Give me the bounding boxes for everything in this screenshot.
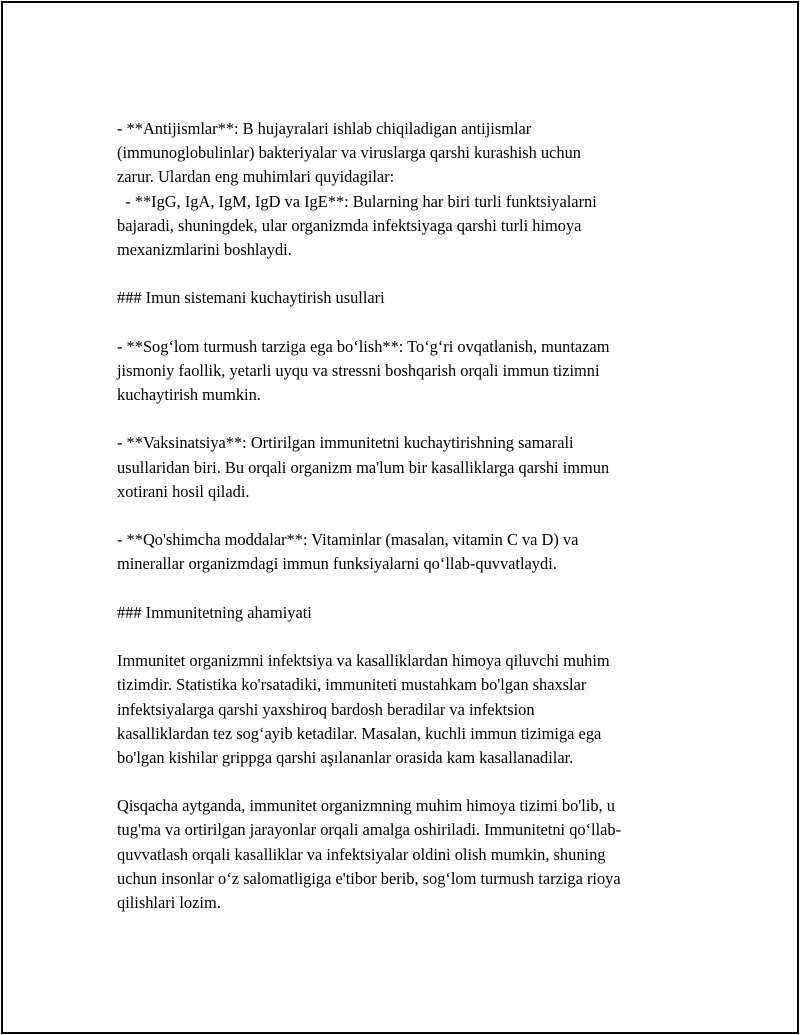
text-line: usullaridan biri. Bu orqali organizm ma'lum bir kasalliklarga qarshi immun: [117, 457, 610, 477]
text-line: Qisqacha aytganda, immunitet organizmning muhim himoya tizimi bo'lib, u: [117, 796, 615, 816]
paragraph-spacer: [117, 770, 707, 794]
text-line: tug'ma va ortirilgan jarayonlar orqali amalga oshiriladi. Immunitetni qo‘llab-: [117, 820, 622, 840]
paragraph-spacer: [117, 407, 707, 431]
text-line: tizimdir. Statistika ko'rsatadiki, immuniteti mustahkam bo'lgan shaxslar: [117, 675, 587, 695]
text-line: (immunoglobulinlar) bakteriyalar va viruslarga qarshi kurashish uchun: [117, 143, 581, 163]
heading-usullar: [117, 286, 707, 310]
text-line: infektsiyalarga qarshi yaxshiroq bardosh beradilar va infektsion: [117, 699, 535, 719]
document-body: [117, 117, 707, 915]
text-line: kasalliklardan tez sog‘ayib ketadilar. Masalan, kuchli immun tizimiga ega: [117, 723, 602, 743]
text-line: - **Vaksinatsiya**: Ortirilgan immunitetni kuchaytirishning samarali: [117, 433, 574, 453]
text-line: qilishlari lozim.: [117, 893, 221, 912]
text-line: quvvatlash orqali kasalliklar va infektsiyalar oldini olish mumkin, shuning: [117, 844, 606, 864]
text-line: xotirani hosil qiladi.: [117, 481, 250, 501]
text-line: kuchaytirish mumkin.: [117, 385, 261, 405]
paragraph-spacer: [117, 625, 707, 649]
text-line: minerallar organizmdagi immun funksiyalarni qo‘llab-quvvatlaydi.: [117, 554, 557, 574]
paragraph-spacer: [117, 577, 707, 601]
text-line: mexanizmlarini boshlaydi.: [117, 239, 292, 259]
section-heading: ### Immunitetning ahamiyati: [117, 602, 312, 622]
text-line: Immunitet organizmni infektsiya va kasalliklardan himoya qiluvchi muhim: [117, 651, 610, 671]
text-line: uchun insonlar o‘z salomatligiga e'tibor berib, sog‘lom turmush tarziga rioya: [117, 868, 621, 888]
heading-ahamiyati: [117, 601, 707, 625]
paragraph-spacer: [117, 504, 707, 528]
text-line: zarur. Ulardan eng muhimlari quyidagilar:: [117, 167, 395, 187]
paragraph-qisqacha: [117, 794, 707, 915]
paragraph-soglom-turmush: [117, 335, 707, 408]
text-line: bo'lgan kishilar grippga qarshi aşılananlar orasida kam kasallanadilar.: [117, 747, 574, 767]
paragraph-antijismlar: [117, 117, 707, 262]
paragraph-vaksinatsiya: [117, 431, 707, 504]
text-line: - **Sog‘lom turmush tarziga ega bo‘lish**: To‘g‘ri ovqatlanish, muntazam: [117, 336, 610, 356]
text-line: - **Antijismlar**: B hujayralari ishlab chiqiladigan antijismlar: [117, 119, 532, 138]
section-heading: ### Imun sistemani kuchaytirish usullari: [117, 288, 385, 308]
text-line: jismoniy faollik, yetarli uyqu va stressni boshqarish orqali immun tizimni: [117, 360, 600, 380]
text-line: bajaradi, shuningdek, ular organizmda infektsiyaga qarshi turli himoya: [117, 215, 582, 235]
text-line: - **Qo'shimcha moddalar**: Vitaminlar (masalan, vitamin C va D) va: [117, 530, 579, 550]
paragraph-spacer: [117, 311, 707, 335]
paragraph-qoshimcha-moddalar: [117, 528, 707, 576]
paragraph-immunitet-tizimdir: [117, 649, 707, 770]
text-line: - **IgG, IgA, IgM, IgD va IgE**: Bularning har biri turli funktsiyalarni: [117, 191, 597, 211]
paragraph-spacer: [117, 262, 707, 286]
